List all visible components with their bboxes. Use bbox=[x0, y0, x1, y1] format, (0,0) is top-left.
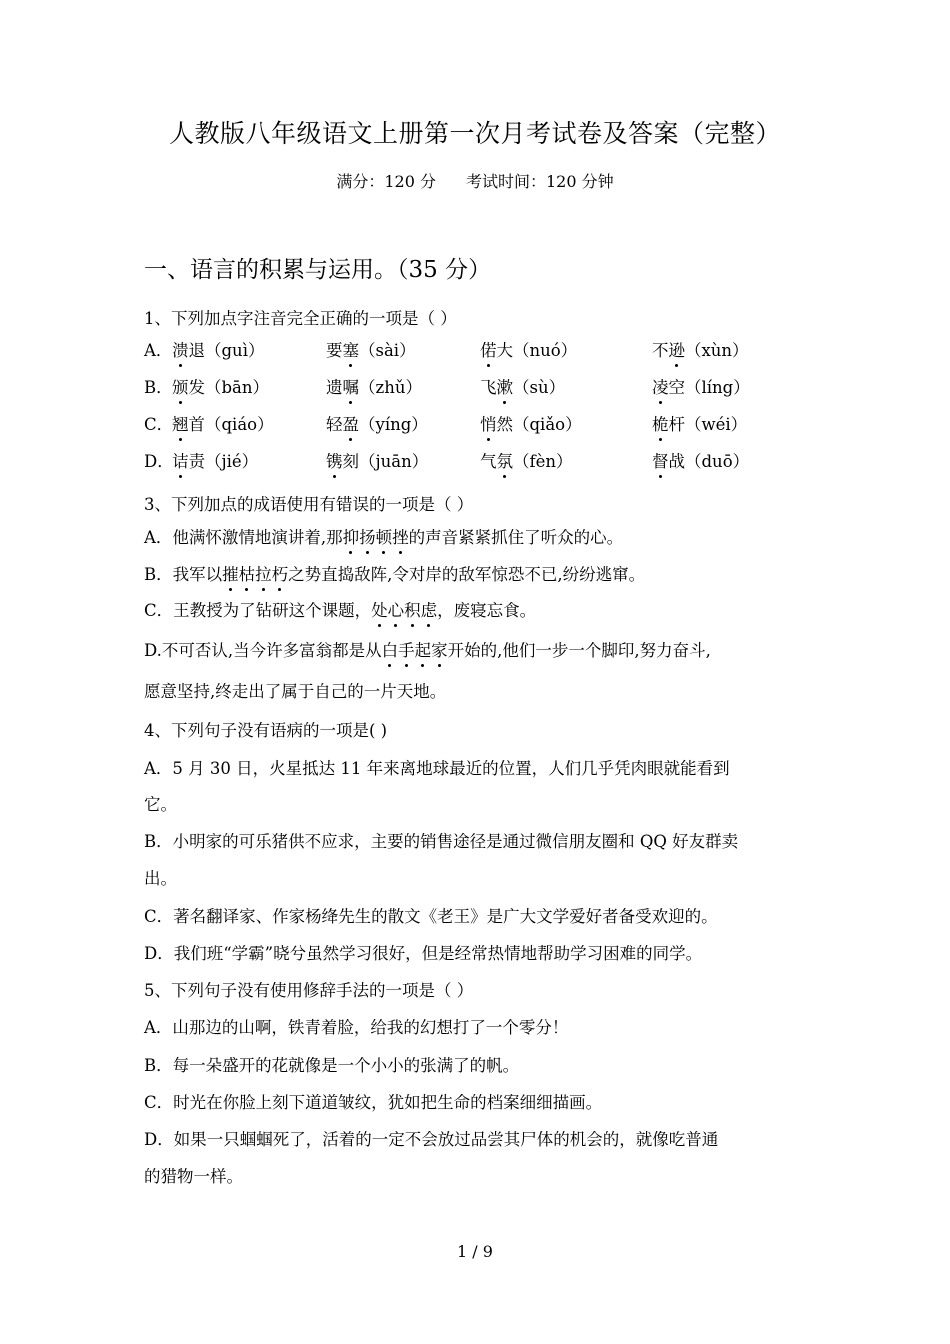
q1-option-label: D． bbox=[144, 452, 174, 471]
q1-option-word: 颁发（bān） bbox=[172, 376, 269, 400]
q1-option-word: 凌空（líng） bbox=[652, 376, 750, 400]
q1-option-word: 偌大（nuó） bbox=[480, 339, 577, 363]
q1-option-word: 桅杆（wéi） bbox=[652, 413, 747, 437]
q3-a-text2: 的声音紧紧抓住了听众的心。 bbox=[408, 528, 624, 547]
q1-option-word: 轻盈（yíng） bbox=[326, 413, 428, 437]
q3-a-text: A．他满怀激情地演讲着,那 bbox=[144, 528, 343, 547]
q3-b-idiom: 摧枯拉朽 bbox=[222, 565, 288, 584]
q5-option-c: C．时光在你脸上刻下道道皱纹，犹如把生命的档案细细描画。 bbox=[144, 1093, 603, 1112]
q4-stem: 4、下列句子没有语病的一项是( ) bbox=[144, 721, 388, 740]
q1-option-word: 飞漱（sù） bbox=[480, 376, 565, 400]
q4-option-b: B．小明家的可乐猪供不应求，主要的销售途径是通过微信朋友圈和 QQ 好友群卖 bbox=[144, 832, 739, 851]
q3-option-a bbox=[144, 526, 623, 550]
q5-option-d-cont: 的猎物一样。 bbox=[144, 1167, 243, 1186]
exam-title: 人教版八年级语文上册第一次月考试卷及答案（完整） bbox=[168, 119, 781, 148]
section-heading: 一、语言的积累与运用。（35 分） bbox=[144, 257, 492, 283]
q1-option-word: 遗嘱（zhǔ） bbox=[326, 376, 422, 400]
q1-option-word: 气氛（fèn） bbox=[480, 450, 573, 474]
q4-option-a-cont: 它。 bbox=[144, 795, 177, 814]
q1-option-word: 悄然（qiǎo） bbox=[480, 413, 582, 437]
q5-option-a: A．山那边的山啊，铁青着脸，给我的幻想打了一个零分！ bbox=[144, 1018, 569, 1037]
q4-option-a: A．5 月 30 日，火星抵达 11 年来离地球最近的位置，人们几乎凭肉眼就能看到 bbox=[144, 759, 730, 778]
full-score: 满分：120 分 bbox=[336, 172, 436, 191]
q1-option-word: 翘首（qiáo） bbox=[172, 413, 274, 437]
q1-option-word: 要塞（sài） bbox=[326, 339, 416, 363]
q3-option-d bbox=[144, 639, 711, 663]
q3-c-idiom: 处心积虑 bbox=[371, 601, 437, 620]
q3-c-text2: ，废寝忘食。 bbox=[437, 601, 537, 620]
q3-c-text: C．王教授为了钻研这个课题， bbox=[144, 601, 372, 620]
q5-option-d: D．如果一只蝈蝈死了，活着的一定不会放过品尝其尸体的机会的，就像吃普通 bbox=[144, 1130, 719, 1149]
q3-b-text: B．我军以 bbox=[144, 565, 223, 584]
q3-stem: 3、下列加点的成语使用有错误的一项是（ ） bbox=[144, 495, 474, 514]
q3-option-b bbox=[144, 563, 645, 587]
q4-option-c: C．著名翻译家、作家杨绛先生的散文《老王》是广大文学爱好者备受欢迎的。 bbox=[144, 907, 718, 926]
q3-d-text: D.不可否认,当今许多富翁都是从 bbox=[144, 641, 382, 660]
q1-stem: 1、下列加点字注音完全正确的一项是（ ） bbox=[144, 309, 457, 328]
page-number: 1 / 9 bbox=[457, 1242, 493, 1261]
q3-a-idiom: 抑扬顿挫 bbox=[343, 528, 409, 547]
q3-d-idiom: 白手起家 bbox=[382, 641, 448, 660]
q1-option-word: 溃退（guì） bbox=[172, 339, 264, 363]
q4-option-b-cont: 出。 bbox=[144, 869, 177, 888]
q4-option-d: D．我们班“学霸”晓兮虽然学习很好，但是经常热情地帮助学习困难的同学。 bbox=[144, 944, 703, 963]
q1-option-label: C． bbox=[144, 415, 174, 434]
q1-option-label: A． bbox=[144, 341, 173, 360]
q1-option-label: B． bbox=[144, 378, 173, 397]
q3-option-d-cont: 愿意坚持,终走出了属于自己的一片天地。 bbox=[144, 682, 447, 701]
exam-meta bbox=[0, 170, 950, 194]
q5-option-b: B．每一朵盛开的花就像是一个小小的张满了的帆。 bbox=[144, 1056, 520, 1075]
exam-time: 考试时间：120 分钟 bbox=[466, 172, 614, 191]
q1-option-word: 镌刻（juān） bbox=[326, 450, 428, 474]
q3-option-c bbox=[144, 599, 536, 623]
q1-option-word: 诘责（jié） bbox=[172, 450, 258, 474]
q3-d-text2: 开始的,他们一步一个脚印,努力奋斗, bbox=[447, 641, 711, 660]
q1-option-word: 不逊（xùn） bbox=[652, 339, 749, 363]
q1-option-word: 督战（duō） bbox=[652, 450, 749, 474]
q3-b-text2: 之势直捣敌阵,令对岸的敌军惊恐不已,纷纷逃窜。 bbox=[288, 565, 646, 584]
q5-stem: 5、下列句子没有使用修辞手法的一项是（ ） bbox=[144, 981, 474, 1000]
